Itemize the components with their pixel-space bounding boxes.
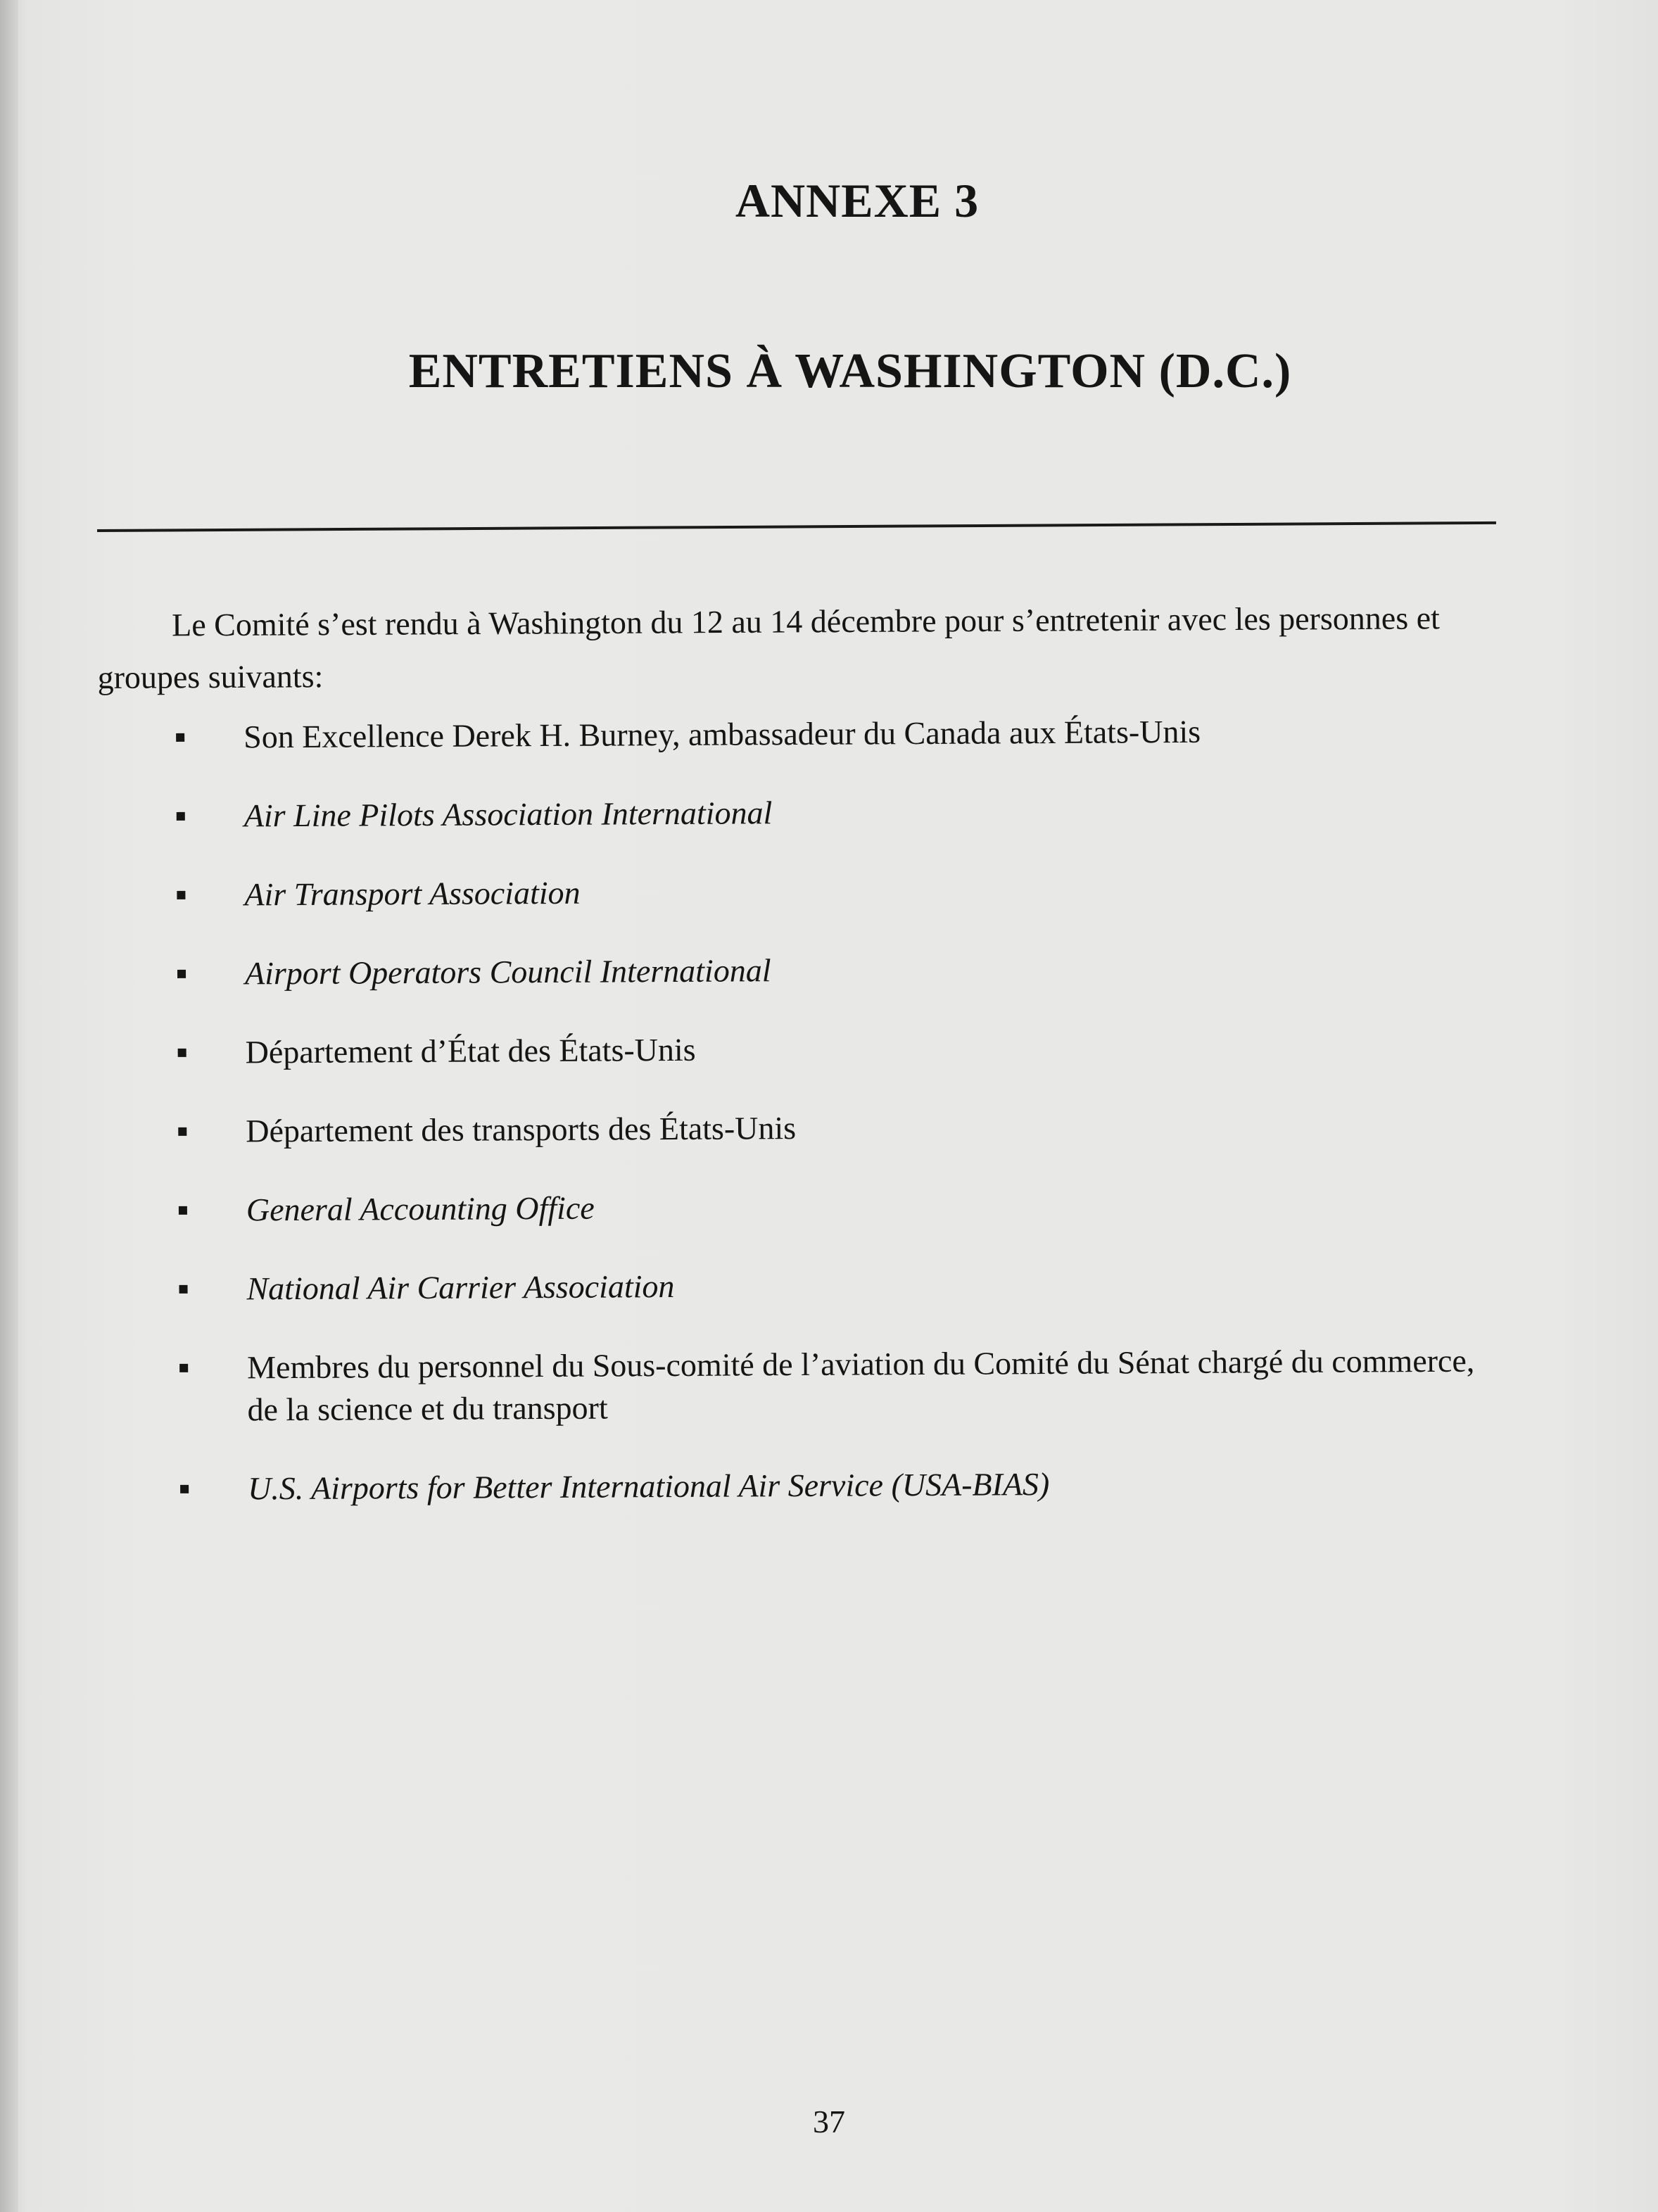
square-bullet-icon <box>179 1285 188 1294</box>
list-item <box>170 788 1507 838</box>
list-item <box>173 1460 1510 1510</box>
intro-paragraph: Le Comité s’est rendu à Washington du 12 au 14 décembre pour s’entretenir avec les personnes et groupes suivants: <box>97 600 1440 695</box>
list-item <box>170 945 1507 995</box>
list-item <box>172 1182 1509 1232</box>
square-bullet-icon <box>177 891 185 899</box>
list-item <box>171 1024 1508 1074</box>
square-bullet-icon <box>179 1364 188 1372</box>
list-item <box>170 866 1507 916</box>
interview-list <box>169 709 1511 1547</box>
list-item <box>171 1103 1508 1153</box>
square-bullet-icon <box>180 1485 189 1493</box>
page-spine-shadow <box>0 0 18 2212</box>
square-bullet-icon <box>178 1049 186 1057</box>
list-item <box>169 709 1506 759</box>
square-bullet-icon <box>178 1127 186 1136</box>
list-item <box>172 1260 1509 1310</box>
list-item <box>172 1339 1510 1432</box>
list-item-text: Département des transports des États-Unis <box>246 1110 797 1149</box>
horizontal-rule <box>97 522 1496 532</box>
list-item-text: Membres du personnel du Sous-comité de l’aviation du Comité du Sénat chargé du commerce, de la science et du transport <box>247 1342 1475 1428</box>
square-bullet-icon <box>177 812 185 821</box>
list-item-text: Son Excellence Derek H. Burney, ambassadeur du Canada aux États-Unis <box>243 713 1201 755</box>
square-bullet-icon <box>179 1206 187 1215</box>
list-item-text: Air Transport Association <box>244 874 581 913</box>
list-item-text: General Accounting Office <box>246 1189 595 1228</box>
list-item-text: U.S. Airports for Better International Air Service (USA-BIAS) <box>247 1466 1050 1507</box>
square-bullet-icon <box>177 970 186 978</box>
list-item-text: Airport Operators Council International <box>244 952 771 992</box>
annex-title: ANNEXE 3 <box>735 174 980 227</box>
square-bullet-icon <box>176 733 184 742</box>
main-title: ENTRETIENS À WASHINGTON (D.C.) <box>408 344 1292 398</box>
list-item-text: National Air Carrier Association <box>246 1268 675 1307</box>
list-item-text: Air Line Pilots Association International <box>243 795 773 834</box>
list-item-text: Département d’État des États-Unis <box>245 1031 696 1070</box>
page-number: 37 <box>813 2104 845 2140</box>
